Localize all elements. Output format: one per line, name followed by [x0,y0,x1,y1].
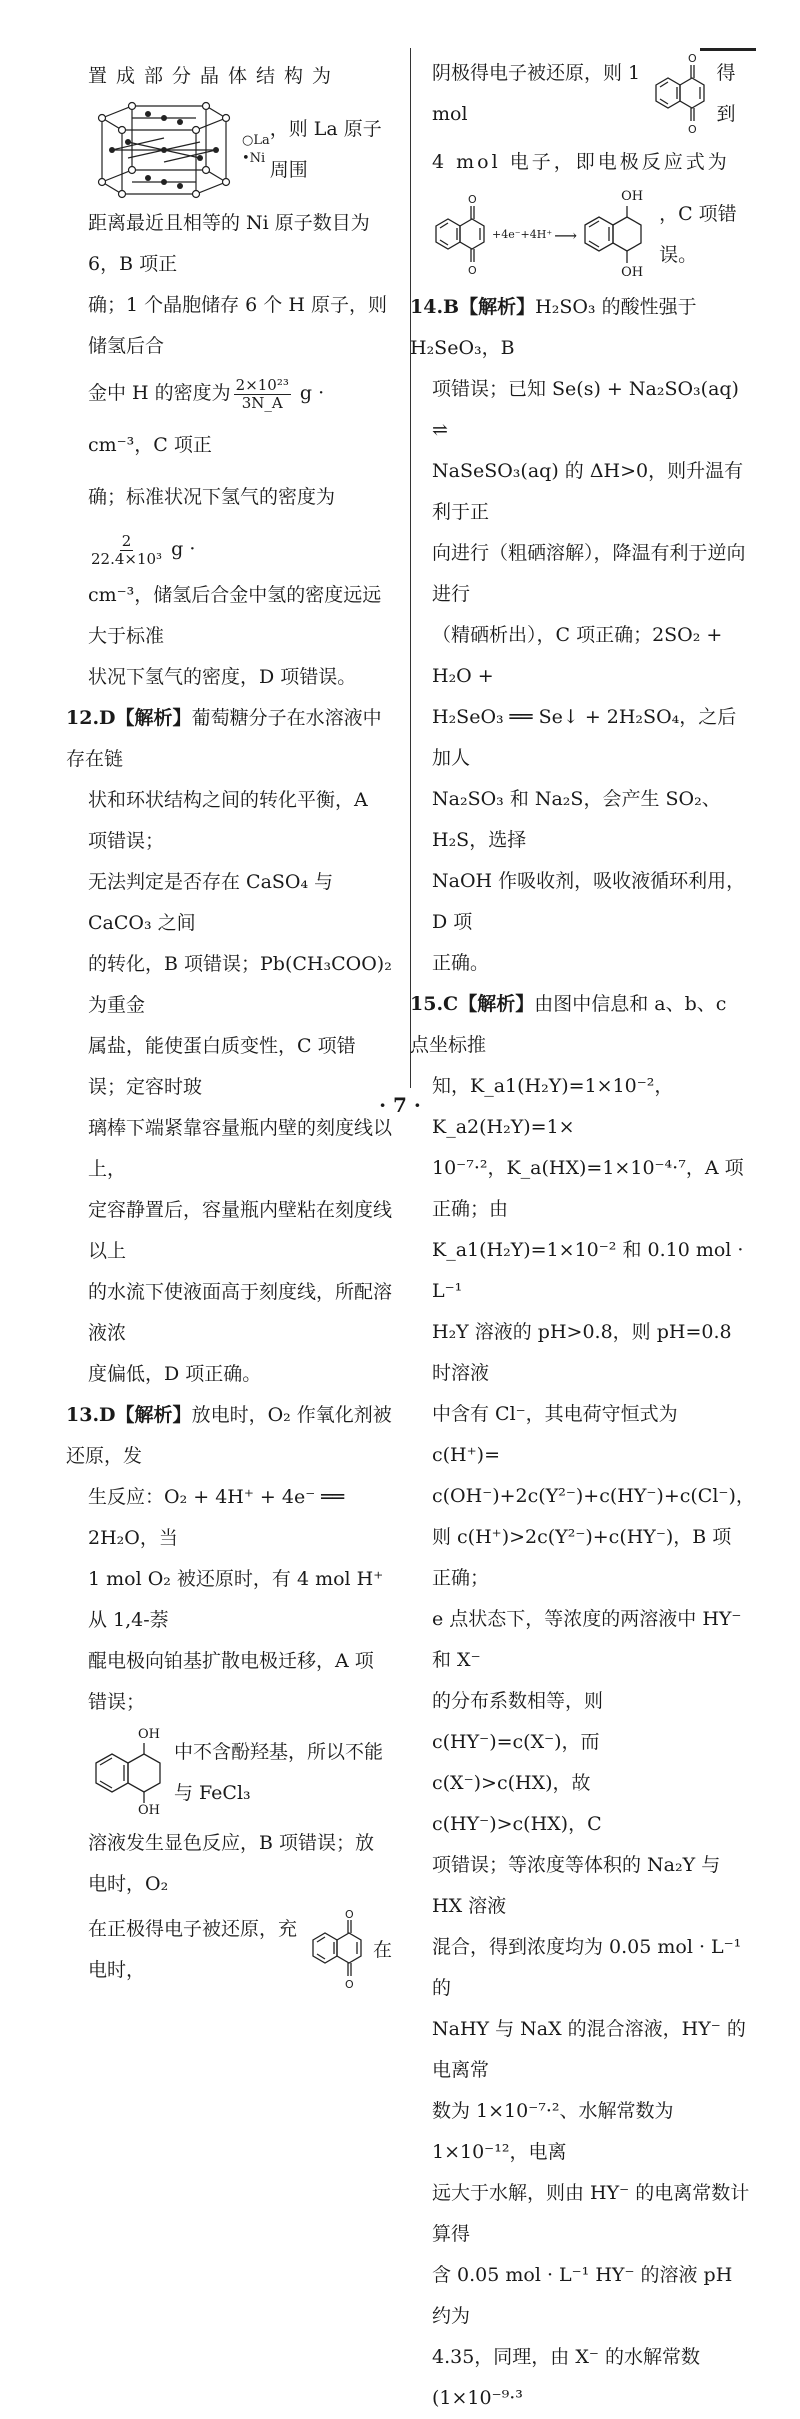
text-line: 4.35，同理，由 X⁻ 的水解常数(1×10⁻⁹·³ [432,2346,700,2409]
svg-text:O: O [344,1978,354,1991]
fraction-numerator: 2 [121,531,132,550]
svg-text:O: O [468,264,477,277]
text-line: Na₂SO₃ 和 Na₂S，会产生 SO₂、H₂S，选择 [432,788,721,851]
reaction-arrow-icon: ⟶ [554,225,578,245]
text-line: K_a1(H₂Y)=1×10⁻² 和 0.10 mol · L⁻¹ [432,1239,744,1302]
question-number: 15.C [410,993,459,1015]
text-line: 1 mol O₂ 被还原时，有 4 mol H⁺ 从 1,4-萘 [88,1568,384,1631]
product-structure [579,187,659,283]
svg-text:O: O [688,123,698,136]
naphthoquinone-structure [652,51,716,137]
analysis-tag: 【解析】 [459,296,536,318]
text-line: 属盐，能使蛋白质变性，C 项错误；定容时玻 [88,1035,356,1098]
column-divider [410,48,411,1088]
text-line: 混合，得到浓度均为 0.05 mol · L⁻¹ 的 [432,1936,742,1999]
question-number: 12.D [66,707,116,729]
text-line: 中含有 Cl⁻，其电荷守恒式为 c(H⁺)= [432,1403,678,1466]
text-span: 葡萄糖分子在水溶液中存在链 [66,707,382,770]
right-column [410,52,755,2419]
text-span: g · [165,538,196,560]
text-line: 则 c(H⁺)>2c(Y²⁻)+c(HY⁻)，B 项正确； [432,1526,732,1589]
text-line: 醌电极向铂基扩散电极迁移，A 项错误； [88,1650,374,1713]
text-line: 无法判定是否存在 CaSO₄ 与 CaCO₃ 之间 [88,871,334,934]
analysis-tag: 【解析】 [458,993,535,1015]
text-span: 得到 [716,62,736,125]
text-line: c(X⁻)>c(HX)，故 c(HY⁻)>c(HX)，C [432,1772,602,1835]
text-line: 项错误；已知 Se(s) + Na₂SO₃(aq) ⇌ [432,378,739,441]
text-line [88,367,392,471]
text-span: 在 [372,1938,392,1961]
text-line: 项错误；等浓度等体积的 Na₂Y 与 HX 溶液 [432,1854,721,1917]
text-line: e 点状态下，等浓度的两溶液中 HY⁻ 和 X⁻ [432,1608,742,1671]
text-span: 放电时，O₂ 作氧化剂被还原，发 [66,1404,392,1467]
text-span: 确；标准状况下氢气的密度为 [88,486,336,508]
crystal-structure-row [88,97,392,203]
text-span: ，C 项错误。 [659,203,737,266]
question-number: 13.D [66,1404,116,1426]
oh-label-top: OH [621,189,644,204]
text-line: 生反应：O₂ + 4H⁺ + 4e⁻ ══ 2H₂O，当 [88,1486,345,1549]
text-line [88,471,392,575]
text-span: g · cm⁻³，C 项正 [88,382,325,456]
text-line: c(OH⁻)+2c(Y²⁻)+c(HY⁻)+c(Cl⁻)， [432,1485,755,1507]
svg-text:O: O [344,1908,354,1921]
electrode-equation [432,183,750,287]
text-line: 含 0.05 mol · L⁻¹ HY⁻ 的溶液 pH 约为 [432,2264,733,2327]
oh-label-bottom: OH [138,1803,160,1818]
naphthoquinone-row-left [88,1905,392,1995]
text-line: 数为 1×10⁻⁷·²、水解常数为 1×10⁻¹²，电离 [432,2100,674,2163]
legend-ni: •Ni [242,151,266,166]
text-line: 距离最近且相等的 Ni 原子数目为 6，B 项正 [88,212,370,275]
text-line: H₂Y 溶液的 pH>0.8，则 pH=0.8 时溶液 [432,1321,732,1384]
product-dihydroxy [579,187,659,283]
page-number: · 7 · [379,1093,421,1117]
question-14-line [410,287,750,369]
legend [242,132,270,168]
text-line: 向进行（粗硒溶解），降温有利于逆向进行 [432,542,746,605]
fraction-h2-density [91,533,162,568]
text-line: 10⁻⁷·²，K_a(HX)=1×10⁻⁴·⁷，A 项正确；由 [432,1157,744,1220]
molecule-structure [88,1725,174,1821]
analysis-tag: 【解析】 [115,707,192,729]
text-line: 度偏低，D 项正确。 [88,1363,262,1385]
text-line: （精硒析出），C 项正确；2SO₂ + H₂O + [432,624,723,687]
oh-label-bottom: OH [621,265,644,280]
question-12-line [66,698,392,780]
text-line: 状和环状结构之间的转化平衡，A 项错误； [88,789,368,852]
text-line: 璃棒下端紧靠容量瓶内壁的刻度线以上， [88,1117,393,1180]
text-span: 阴极得电子被还原，则 1 mol [432,62,641,125]
analysis-tag: 【解析】 [115,1404,192,1426]
question-number: 14.B [410,296,460,318]
text-line: NaOH 作吸收剂，吸收液循环利用，D 项 [432,870,746,933]
fraction-numerator: 2×10²³ [235,375,289,394]
crystal-structure-diagram [88,100,236,200]
text-line: 的转化，B 项错误；Pb(CH₃COO)₂ 为重金 [88,953,392,1016]
legend-la: ○La [242,133,270,148]
question-13-line [66,1395,392,1477]
reactant-naphthoquinone [432,192,492,278]
text-span: 在正极得电子被还原，充电时， [88,1918,298,1981]
naphthoquinone-row-right [432,46,750,142]
naphthoquinone-structure [309,1908,373,1992]
text-line: ，则 La 原子周围 [269,118,382,181]
svg-text:O: O [468,193,477,206]
text-line: 置成部分晶体结构为 [88,65,341,87]
dihydroxy-structure-row [88,1723,392,1823]
text-span: 金中 H 的密度为 [88,382,231,404]
dihydroxy-tetrahydronaphthalene [88,1725,174,1821]
left-column [66,56,393,1995]
text-line: 确；1 个晶胞储存 6 个 H 原子，则储氢后合 [88,294,387,357]
text-line: 状况下氢气的密度，D 项错误。 [88,666,357,688]
text-line: H₂SeO₃ ══ Se↓ + 2H₂SO₄，之后加人 [432,706,737,769]
text-span: H₂SO₃ 的酸性强于 H₂SeO₃，B [410,296,697,359]
text-line: 定容静置后，容量瓶内壁粘在刻度线以上 [88,1199,393,1262]
fraction-denominator: 3N_A [241,393,283,412]
question-15-line [410,984,750,1066]
text-line: 知，K_a1(H₂Y)=1×10⁻²，K_a2(H₂Y)=1× [432,1075,674,1138]
oh-label-top: OH [138,1727,160,1742]
text-line: 中不含酚羟基，所以不能与 FeCl₃ [174,1741,384,1804]
text-line: 溶液发生显色反应，B 项错误；放电时，O₂ [88,1832,375,1895]
text-line: 正确。 [432,952,490,974]
text-line: NaSeSO₃(aq) 的 ΔH>0，则升温有利于正 [432,460,744,523]
text-span: 由图中信息和 a、b、c 点坐标推 [410,993,727,1056]
svg-text:O: O [688,52,698,65]
equation-reagents: +4e⁻+4H⁺ [492,228,553,241]
text-line: 远大于水解，则由 HY⁻ 的电离常数计算得 [432,2182,750,2245]
fraction-denominator: 22.4×10³ [91,549,163,568]
text-line: cm⁻³，储氢后合金中氢的密度远远大于标准 [88,584,382,647]
text-line: 的水流下使液面高于刻度线，所配溶液浓 [88,1281,393,1344]
fraction-h-density [234,377,291,412]
text-line: NaHY 与 NaX 的混合溶液，HY⁻ 的电离常 [432,2018,746,2081]
text-line: 4 mol 电子，即电极反应式为 [432,151,730,173]
text-line: 的分布系数相等，则 c(HY⁻)=c(X⁻)，而 [432,1690,604,1753]
